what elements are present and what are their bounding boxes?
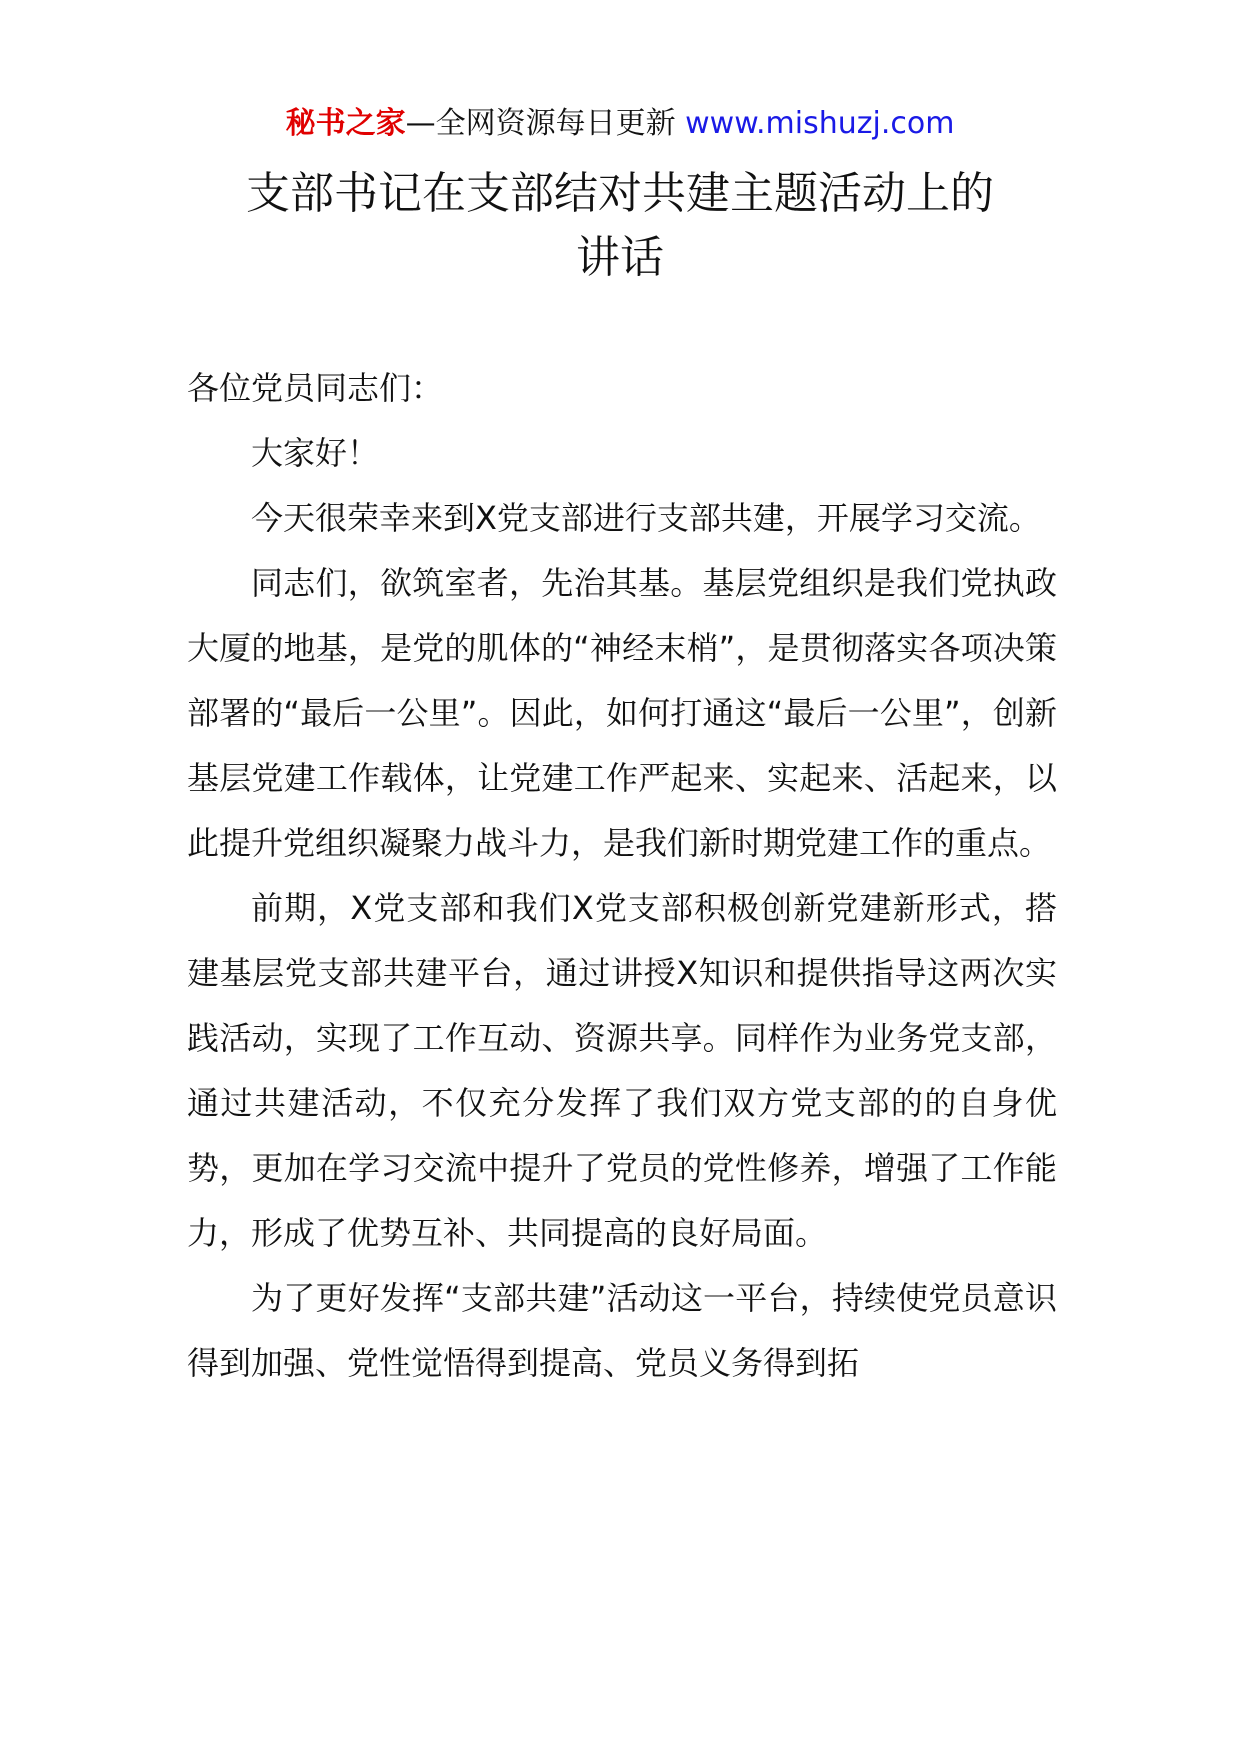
salutation: 各位党员同志们：: [187, 369, 444, 407]
paragraph-foundation: 同志们，欲筑室者，先治其基。基层党组织是我们党执政大厦的地基，是党的肌体的“神经末梢”，是贯彻落实各项决策部署的“最后一公里”。因此，如何打通这“最后一公里”，创新基层党建工作载体，让党建工作严起来、实起来、活起来，以此提升党组织凝聚力战斗力，是我们新时期党建工作的重点。: [187, 564, 1057, 862]
title-line-1: 支部书记在支部结对共建主题活动上的: [246, 168, 994, 219]
brand-name: 秘书之家: [285, 106, 406, 141]
paragraph-previous-work: 前期，X党支部和我们X党支部积极创新党建新形式，搭建基层党支部共建平台，通过讲授X知识和提供指导这两次实践活动，实现了工作互动、资源共享。同样作为业务党支部，通过共建活动，不仅充分发挥了我们双方党支部的的自身优势，更加在学习交流中提升了党员的党性修养，增强了工作能力，形成了优势互补、共同提高的良好局面。: [187, 889, 1057, 1252]
title-line-2: 讲话: [576, 232, 664, 283]
document-title: [160, 162, 1080, 290]
paragraph-intro: 今天很荣幸来到X党支部进行支部共建，开展学习交流。: [251, 499, 1041, 537]
site-url-link[interactable]: www.mishuzj.com: [685, 106, 955, 141]
header-tagline: —全网资源每日更新: [405, 106, 686, 141]
document-body: [187, 356, 1057, 1396]
paragraph-platform: 为了更好发挥“支部共建”活动这一平台，持续使党员意识得到加强、党性觉悟得到提高、党员义务得到拓: [187, 1279, 1057, 1382]
site-header: [0, 104, 1240, 144]
paragraph-greeting: 大家好！: [251, 434, 380, 472]
